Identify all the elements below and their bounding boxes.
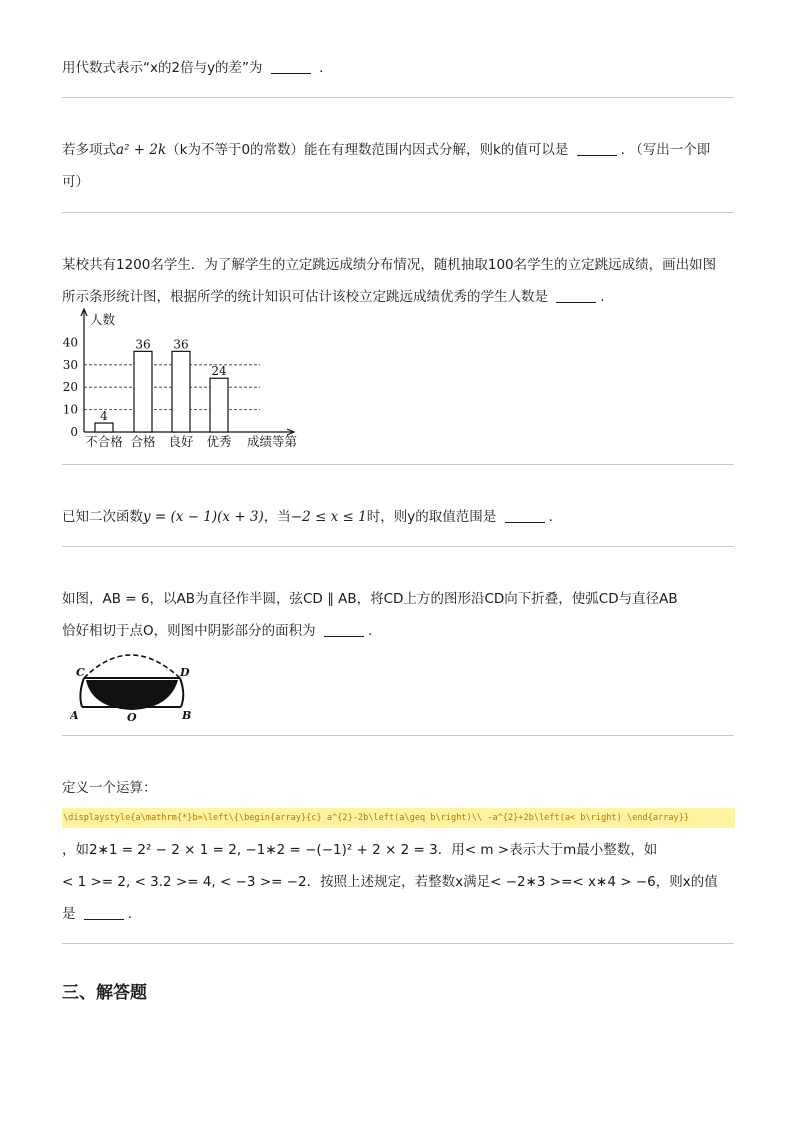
question-1-end: . (319, 60, 324, 76)
semicircle-arc-right (180, 678, 183, 707)
question-1 (62, 52, 734, 84)
section-heading: 三、解答题 (62, 983, 147, 1003)
question-4-range: −2 ≤ x ≤ 1 (290, 509, 367, 525)
y-tick-label: 30 (62, 357, 78, 372)
bar (172, 351, 190, 432)
shaded-region (86, 680, 178, 710)
label-o: O (127, 711, 137, 724)
question-4-middle: ，当 (263, 509, 291, 525)
answer-blank[interactable] (271, 59, 311, 74)
answer-blank[interactable] (556, 288, 596, 303)
category-label: 不合格 (85, 434, 123, 449)
semicircle-arc (80, 678, 84, 707)
question-2-after: . （写出一个即 (620, 142, 711, 158)
answer-blank[interactable] (505, 508, 545, 523)
semicircle-figure (70, 650, 210, 724)
y-tick-label: 0 (70, 425, 78, 439)
bar (210, 378, 228, 432)
y-axis-title: 人数 (90, 312, 116, 327)
question-2-line2: 可） (62, 174, 89, 190)
raw-latex-formula: \displaystyle{a\mathrm{*}b=\left\{\begin{array}{c} a^{2}-2b\left(a\geq b\right)\\ -a^{2}+2b\left(a< b\right) \end{array}} (62, 808, 735, 828)
question-3-line1: 某校共有1200名学生．为了解学生的立定跳远成绩分布情况，随机抽取100名学生的立定跳远成绩，画出如图 (62, 257, 717, 273)
answer-blank[interactable] (577, 141, 617, 156)
question-2-expr: a² + 2k (116, 142, 167, 158)
divider (62, 943, 734, 944)
divider (62, 546, 734, 547)
question-6-line3: 是 (62, 906, 76, 922)
divider (62, 735, 734, 736)
answer-blank[interactable] (84, 905, 124, 920)
question-4-before: 已知二次函数 (62, 509, 143, 525)
bar (134, 351, 152, 432)
question-6-line1: ，如2∗1 = 2² − 2 × 1 = 2, −1∗2 = −(−1)² + 2 × 2 = 3．用< m >表示大于m最小整数，如 (62, 842, 658, 858)
bar-chart (62, 306, 312, 456)
category-label: 合格 (130, 434, 156, 449)
y-tick-label: 10 (62, 402, 78, 417)
question-6-title-text: 定义一个运算： (62, 780, 157, 796)
bar-value-label: 36 (135, 337, 151, 352)
bar-value-label: 24 (211, 364, 227, 379)
question-4 (62, 501, 734, 533)
y-tick-label: 40 (62, 335, 78, 350)
question-6-title (62, 772, 734, 804)
question-5-line1: 如图，AB = 6，以AB为直径作半圆，弦CD ∥ AB，将CD上方的图形沿CD向下折叠，使弧CD与直径AB (62, 591, 678, 607)
question-5-line2: 恰好相切于点O，则图中阴影部分的面积为 (62, 623, 316, 639)
label-b: B (182, 709, 192, 722)
question-3-line2: 所示条形统计图，根据所学的统计知识可估计该校立定跳远成绩优秀的学生人数是 (62, 289, 548, 305)
label-a: A (70, 709, 79, 722)
divider (62, 464, 734, 465)
y-tick-label: 20 (62, 380, 78, 395)
question-3-end: . (600, 289, 605, 305)
question-6-end: . (127, 906, 133, 922)
category-label: 优秀 (206, 434, 232, 449)
category-label: 良好 (168, 434, 194, 449)
question-5-end: . (367, 623, 373, 639)
question-2 (62, 134, 734, 198)
bar-value-label: 36 (173, 337, 189, 352)
label-d: D (180, 666, 190, 679)
question-1-text: 用代数式表示“x的2倍与y的差”为 (62, 60, 263, 76)
question-6-line2: < 1 >= 2, < 3.2 >= 4, < −3 >= −2．按照上述规定，若整数x满足< −2∗3 >=< x∗4 > −6，则x的值 (62, 874, 718, 890)
dashed-arc (84, 655, 180, 678)
question-5 (62, 583, 734, 647)
question-4-after: 时，则y的取值范围是 (366, 509, 497, 525)
divider (62, 212, 734, 213)
bar (95, 423, 113, 432)
question-6 (62, 834, 734, 930)
divider (62, 97, 734, 98)
bar-value-label: 4 (100, 409, 108, 424)
question-2-before: 若多项式 (62, 142, 116, 158)
label-c: C (76, 666, 85, 679)
answer-blank[interactable] (324, 622, 364, 637)
question-4-end: . (548, 509, 553, 525)
question-3 (62, 249, 734, 313)
question-4-expr: y = (x − 1)(x + 3) (143, 509, 264, 525)
question-2-middle: （k为不等于0的常数）能在有理数范围内因式分解，则k的值可以是 (166, 142, 569, 158)
x-axis-title: 成绩等第 (246, 434, 298, 449)
